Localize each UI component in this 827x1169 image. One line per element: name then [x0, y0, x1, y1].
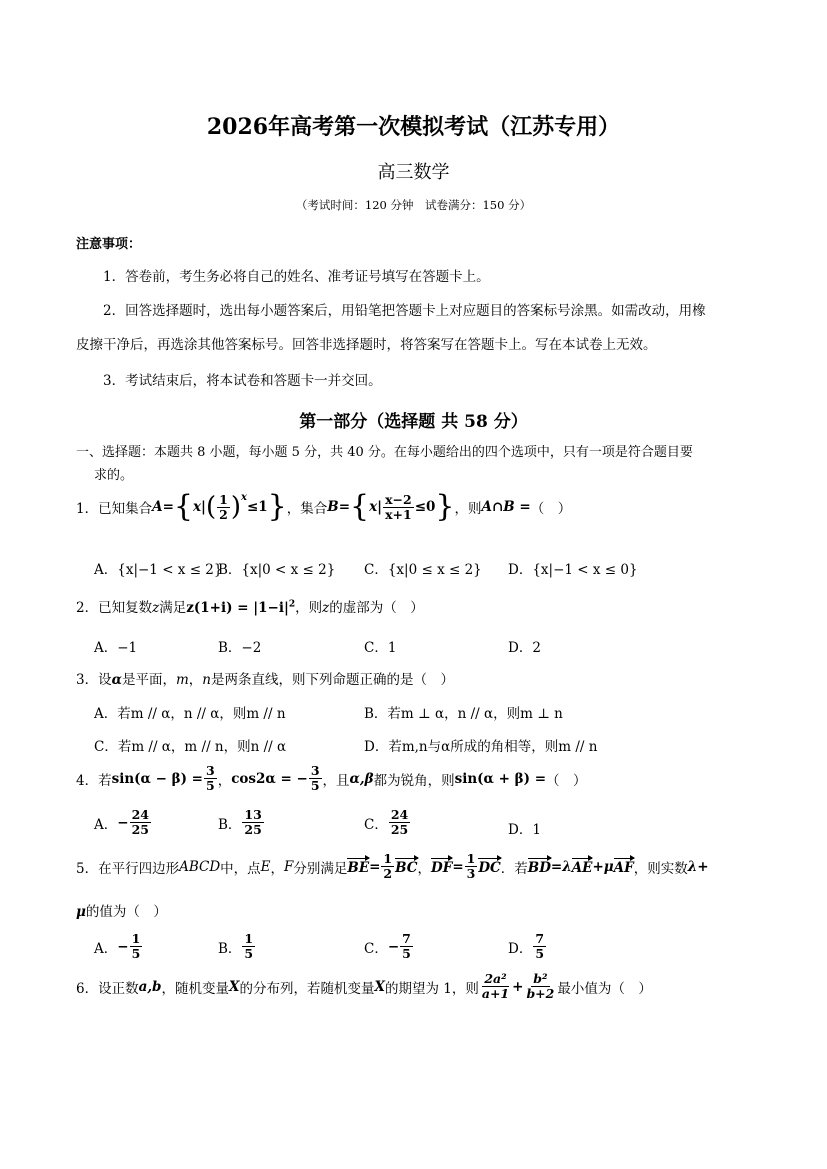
- q2-option-d: D．2: [508, 640, 541, 656]
- exam-subtitle: 高三数学: [377, 162, 450, 183]
- q1-option-a: A．{x|−1 < x ≤ 2}: [94, 562, 223, 578]
- q1-result: A∩B =: [481, 499, 531, 515]
- section-instruction-line-2: 求的。: [94, 468, 134, 483]
- q5-option-b: B． $\frac{1}{5}$: [218, 931, 254, 961]
- question-3: 3．设α是平面，m，n是两条直线，则下列命题正确的是（ ）: [76, 672, 454, 688]
- q2-formula: z(1+i) = |1−i|: [186, 600, 289, 616]
- q3-option-a: A．若m // α，n // α，则m // n: [94, 706, 286, 722]
- q4-option-c: C． $\frac{24}{25}$: [364, 807, 409, 837]
- note-item-2-line-1: 2．回答选择题时，选出每小题答案后，用铅笔把答题卡上对应题目的答案标号涂黑。如需改动，用橡: [103, 303, 706, 319]
- note-item-3: 3．考试结束后，将本试卷和答题卡一并交回。: [103, 373, 382, 389]
- exam-time-info: （考试时间：120 分钟 试卷满分：150 分）: [295, 198, 532, 212]
- q1-prefix: 1．已知集合: [76, 501, 153, 517]
- question-1: 1．已知集合 A = { x | ( $\frac{1}{2}$ ) $^x$ ≤1 } ，集合 B = { x | $\frac{x-2}{x+1}$ ≤0 } ，则 A∩B = （ ）: [76, 489, 572, 524]
- question-2: 2．已知复数z满足$z(1+i) = |1-i|^2$，则z的虚部为（ ）: [76, 599, 424, 616]
- q1-set-a-var: A: [152, 499, 163, 515]
- question-4: 4．若 sin(α − β) = $\frac{3}{5}$ ， cos2α = − $\frac{3}{5}$ ，且 α,β 都为锐角，则 sin(α + β) = （ ）: [76, 763, 587, 793]
- q3-option-d: D．若m,n与α所成的角相等，则m // n: [364, 739, 598, 755]
- question-6: 6．设正数 a,b ，随机变量 X 的分布列，若随机变量 X 的期望为 1，则 $\frac{\text{2a²}}{a+1}$ + $\frac{\text{b²}}{b+2}$ 最小值为（ ）: [76, 971, 652, 1001]
- q4-option-a: A． − $\frac{24}{25}$: [94, 807, 149, 837]
- q4-option-b: B． $\frac{13}{25}$: [218, 807, 262, 837]
- question-5: 5．在平行四边形 ABCD 中，点 E ， F 分别满足 BE = $\frac{1}{2}$ BC ， DF = $\frac{1}{3}$ DC ．若 BD = λ AE + μ AF ，则实数 λ +: [76, 851, 709, 881]
- exam-title: 2026年高考第一次模拟考试（江苏专用）: [206, 114, 621, 140]
- q1-fraction-b: $\frac{x-2}{x+1}$: [385, 491, 412, 522]
- q5-option-d: D． $\frac{7}{5}$: [508, 931, 545, 961]
- q5-option-c: C． − $\frac{7}{5}$: [364, 931, 411, 961]
- note-item-2-line-2: 皮擦干净后，再选涂其他答案标号。回答非选择题时，将答案写在答题卡上。写在本试卷上无效。: [76, 337, 657, 353]
- question-5-line-2: μ的值为（ ）: [76, 904, 167, 920]
- notes-heading: 注意事项：: [76, 237, 142, 252]
- q4-option-d: D．1: [508, 822, 541, 838]
- q3-option-c: C．若m // α，m // n，则n // α: [94, 739, 287, 755]
- q3-option-b: B．若m ⊥ α，n // α，则m ⊥ n: [364, 706, 563, 722]
- section-instruction-line-1: 一、选择题：本题共 8 小题，每小题 5 分，共 40 分。在每小题给出的四个选项中，只有一项是符合题目要: [76, 445, 693, 460]
- q5-option-a: A． − $\frac{1}{5}$: [94, 931, 141, 961]
- q2-option-b: B．−2: [218, 640, 262, 656]
- q1-fraction-a: $\frac{1}{2}$: [219, 491, 228, 522]
- q1-option-d: D．{x|−1 < x ≤ 0}: [508, 562, 638, 578]
- note-item-1: 1．答卷前，考生务必将自己的姓名、准考证号填写在答题卡上。: [103, 269, 490, 285]
- section-title: 第一部分（选择题 共 58 分）: [299, 412, 528, 432]
- q2-option-a: A．−1: [94, 640, 138, 656]
- q1-option-b: B．{x|0 < x ≤ 2}: [218, 562, 336, 578]
- q1-option-c: C．{x|0 ≤ x ≤ 2}: [364, 562, 482, 578]
- q2-option-c: C．1: [364, 640, 397, 656]
